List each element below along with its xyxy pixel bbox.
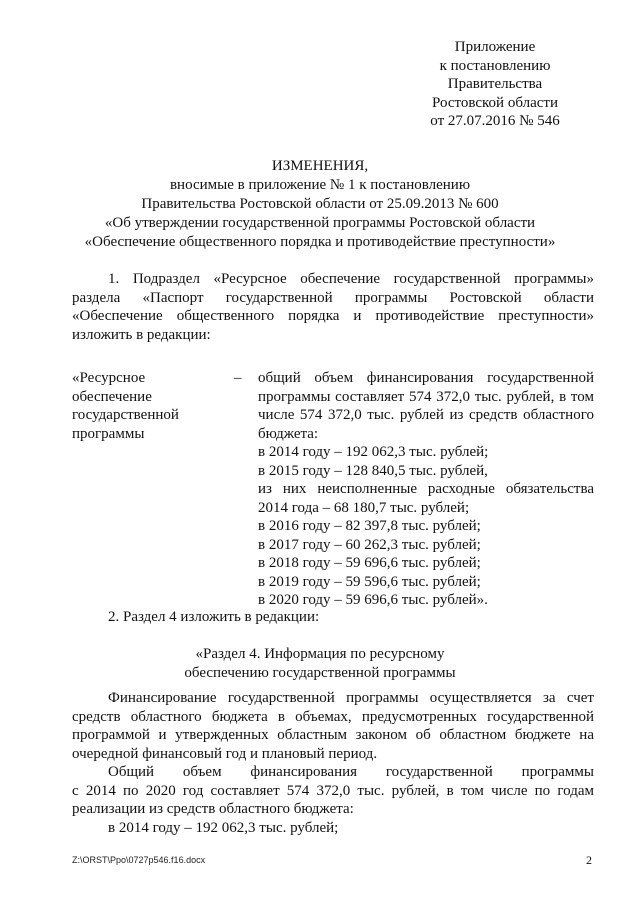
financing-line: программой и утвержденных областным законом об областном бюджете на [72,727,594,743]
appendix-block [400,38,590,131]
title-line: «Обеспечение общественного порядка и противодействие преступности» [84,234,556,250]
appendix-line: Правительства [447,76,543,92]
appendix-line: к постановлению [439,57,551,74]
resource-line: программы составляет 574 372,0 тыс. рублей, в том [258,388,594,405]
item-1-line: раздела «Паспорт государственной программы Ростовской области [72,289,594,306]
appendix-line: Приложение [454,39,536,55]
item-1-line: изложить в редакции: [72,326,211,343]
resource-line: в 2015 году – 128 840,5 тыс. рублей, [258,462,488,479]
resource-line: в 2018 году – 59 696,6 тыс. рублей; [258,555,481,571]
resource-label-line: обеспечение [72,388,152,405]
file-path-footer: Z:\ORST\Ppo\0727p546.f16.docx [72,855,206,865]
resource-body [258,369,594,610]
item-1-line: «Обеспечение общественного порядка и противодействие преступности» [72,308,594,324]
financing-line: реализации из средств областного бюджета: [72,801,354,817]
financing-text [72,689,594,837]
financing-line: Общий объем финансирования государственной программы [108,764,594,780]
resource-line: в 2019 году – 59 596,6 тыс. рублей; [258,573,481,590]
financing-line: средств областного бюджета в объемах, предусмотренных государственной [72,708,594,725]
title-line: ИЗМЕНЕНИЯ, [271,158,369,174]
section-4-title-line: обеспечению государственной программы [184,665,456,681]
item-1-paragraph [72,270,594,344]
appendix-line: Ростовской области [432,94,558,111]
resource-line: числе 574 372,0 тыс. рублей из средств областного [258,407,594,423]
title-line: Правительства Ростовской области от 25.09.2013 № 600 [141,196,499,212]
resource-line: в 2014 году – 192 062,3 тыс. рублей; [258,444,489,460]
financing-line: Финансирование государственной программы осуществляется за счет [108,690,594,706]
title-line: «Об утверждении государственной программы Ростовской области [104,215,536,231]
item-1-line: 1. Подраздел «Ресурсное обеспечение государственной программы» [108,271,594,287]
section-4-title-line: «Раздел 4. Информация по ресурсному [195,646,445,662]
page-number: 2 [586,853,592,867]
financing-line: очередной финансовый год и плановый период. [72,745,378,762]
financing-year-line: в 2014 году – 192 062,3 тыс. рублей; [108,819,339,836]
financing-line: с 2014 по 2020 год составляет 574 372,0 тыс. рублей, в том числе по годам [72,782,594,799]
resource-line: общий объем финансирования государственной [258,370,594,386]
section-4-title [60,645,580,683]
resource-line: из них неисполненные расходные обязательства [258,481,594,497]
title-line: вносимые в приложение № 1 к постановлению [169,177,471,193]
resource-line: в 2017 году – 60 262,3 тыс. рублей; [258,536,481,553]
appendix-line: от 27.07.2016 № 546 [430,113,560,129]
resource-line: бюджета: [258,425,319,442]
resource-label [72,369,222,443]
item-2-paragraph: 2. Раздел 4 изложить в редакции: [108,609,320,625]
resource-label-line: программы [72,425,145,442]
resource-line: 2014 года – 68 180,7 тыс. рублей; [258,499,470,516]
resource-dash: – [234,370,242,386]
resource-line: в 2016 году – 82 397,8 тыс. рублей; [258,518,481,534]
resource-label-line: государственной [72,407,179,423]
resource-label-line: «Ресурсное [72,370,146,386]
document-title [60,157,580,252]
resource-line: в 2020 году – 59 696,6 тыс. рублей». [258,592,488,608]
